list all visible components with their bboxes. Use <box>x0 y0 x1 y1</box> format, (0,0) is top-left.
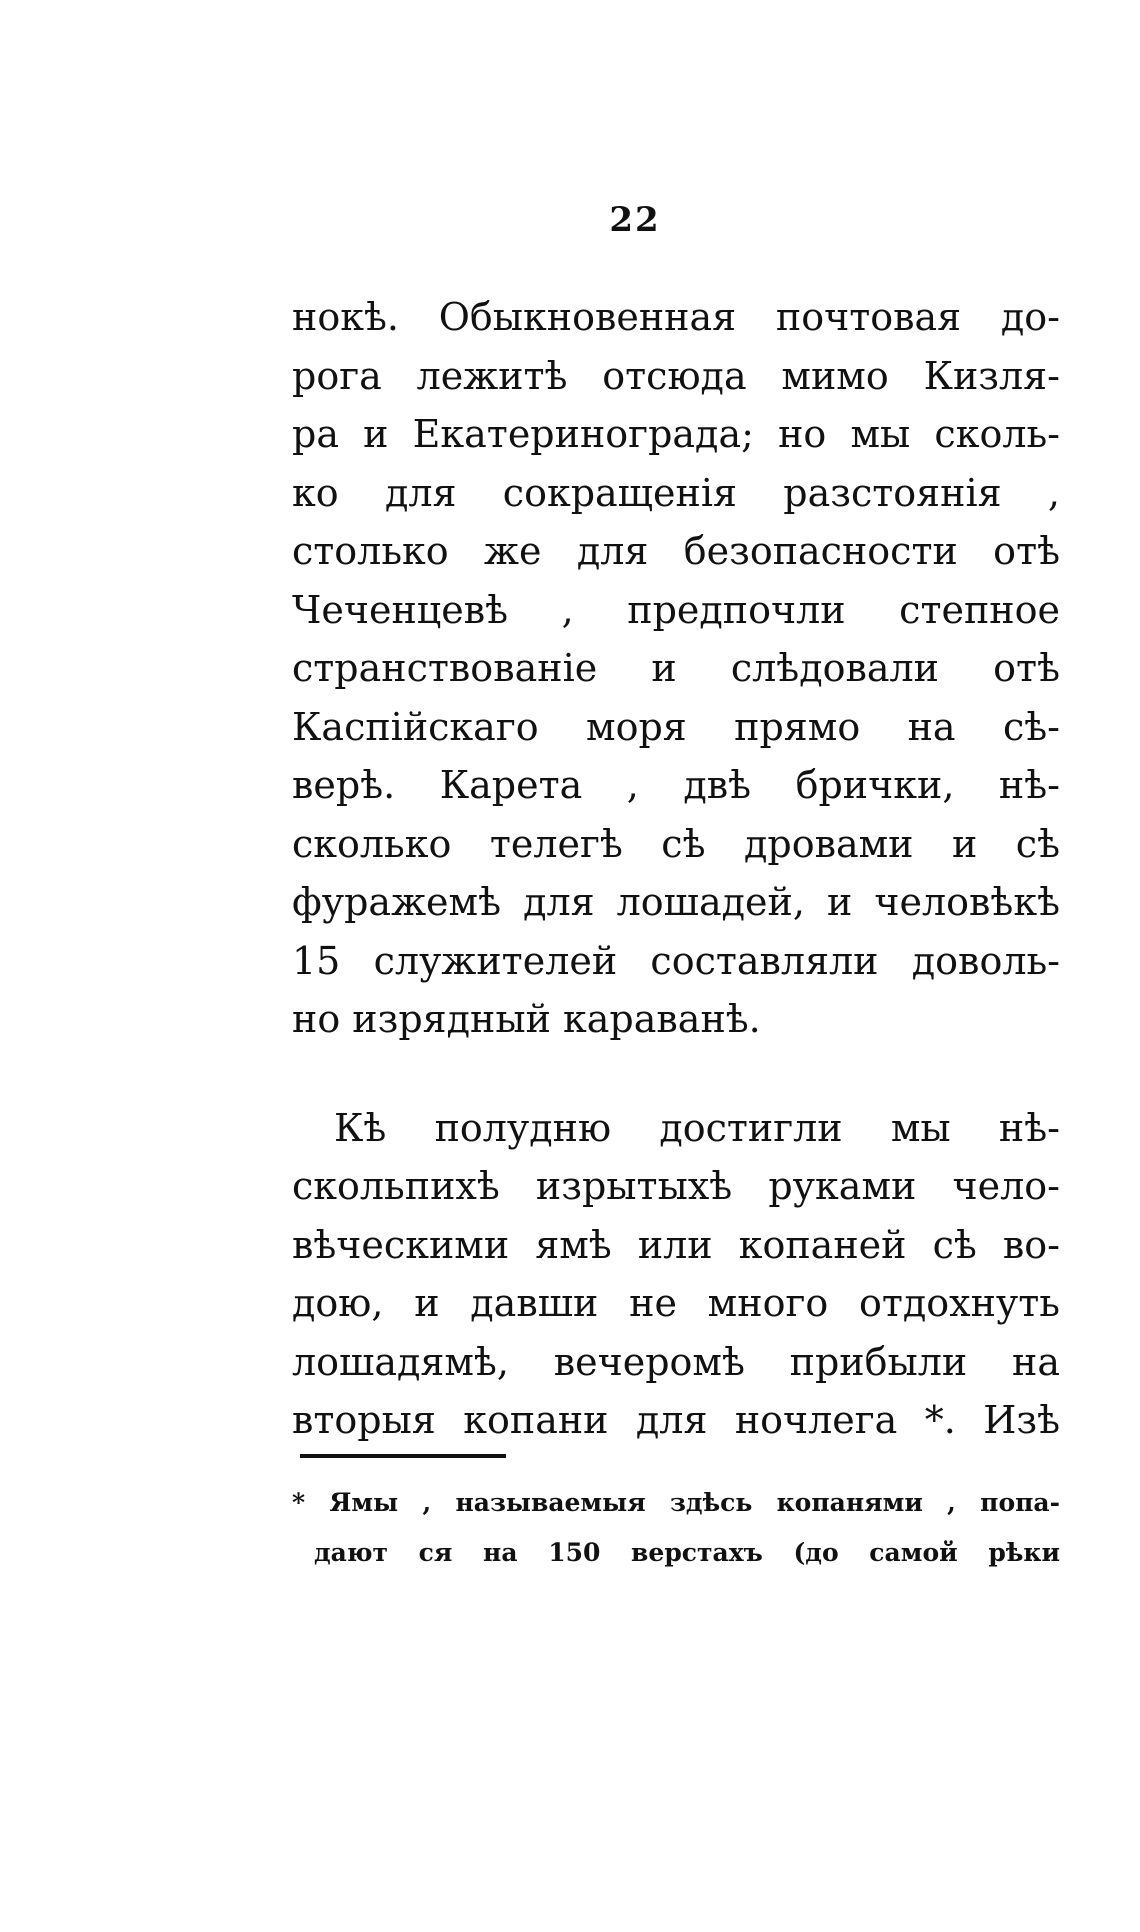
footnote-line: дают ся на 150 верстахъ (до самой рѣки <box>314 1538 1060 1567</box>
text-line: ра и Екатеринограда; но мы сколь- <box>292 412 1060 456</box>
page-number: 22 <box>609 200 661 240</box>
text-line: Каспійскаго моря прямо на сѣ- <box>292 704 1060 749</box>
footnote-divider <box>300 1454 506 1458</box>
text-line: верѣ. Карета , двѣ брички, нѣ- <box>292 763 1060 807</box>
text-line: сколько телегѣ сѣ дровами и сѣ <box>292 821 1060 866</box>
paragraph-1 <box>292 288 1060 1049</box>
text-line: нокѣ. Обыкновенная почтовая до- <box>292 295 1060 339</box>
paragraph-gap <box>292 1049 1060 1099</box>
paragraph-2 <box>292 1099 1060 1450</box>
footnote-line: * Ямы , называемыя здѣсь копанями , попа- <box>292 1488 1060 1517</box>
body-text <box>292 288 1060 1450</box>
text-line: дою, и давши не много отдохнуть <box>292 1281 1060 1325</box>
text-line: вѣческими ямѣ или копаней сѣ во- <box>292 1222 1060 1267</box>
text-line: странствованіе и слѣдовали отѣ <box>292 646 1060 690</box>
text-line: лошадямѣ, вечеромѣ прибыли на <box>292 1339 1060 1384</box>
text-line: ко для сокращенія разстоянія , <box>292 470 1060 515</box>
text-line: фуражемѣ для лошадей, и человѣкѣ <box>292 880 1060 924</box>
text-line: скольпихѣ изрытыхѣ руками чело- <box>292 1164 1060 1208</box>
text-line: рога лежитѣ отсюда мимо Кизля- <box>292 353 1060 398</box>
text-line: вторыя копани для ночлега *. Изѣ <box>292 1398 1060 1442</box>
text-line: Кѣ полудню достигли мы нѣ- <box>334 1105 1060 1150</box>
text-line: но изрядный караванѣ. <box>292 997 761 1041</box>
text-line: 15 служителей составляли доволь- <box>292 938 1060 983</box>
text-line: столько же для безопасности отѣ <box>292 529 1060 573</box>
text-line: Чеченцевѣ , предпочли степное <box>292 587 1060 632</box>
footnote <box>292 1478 1060 1578</box>
